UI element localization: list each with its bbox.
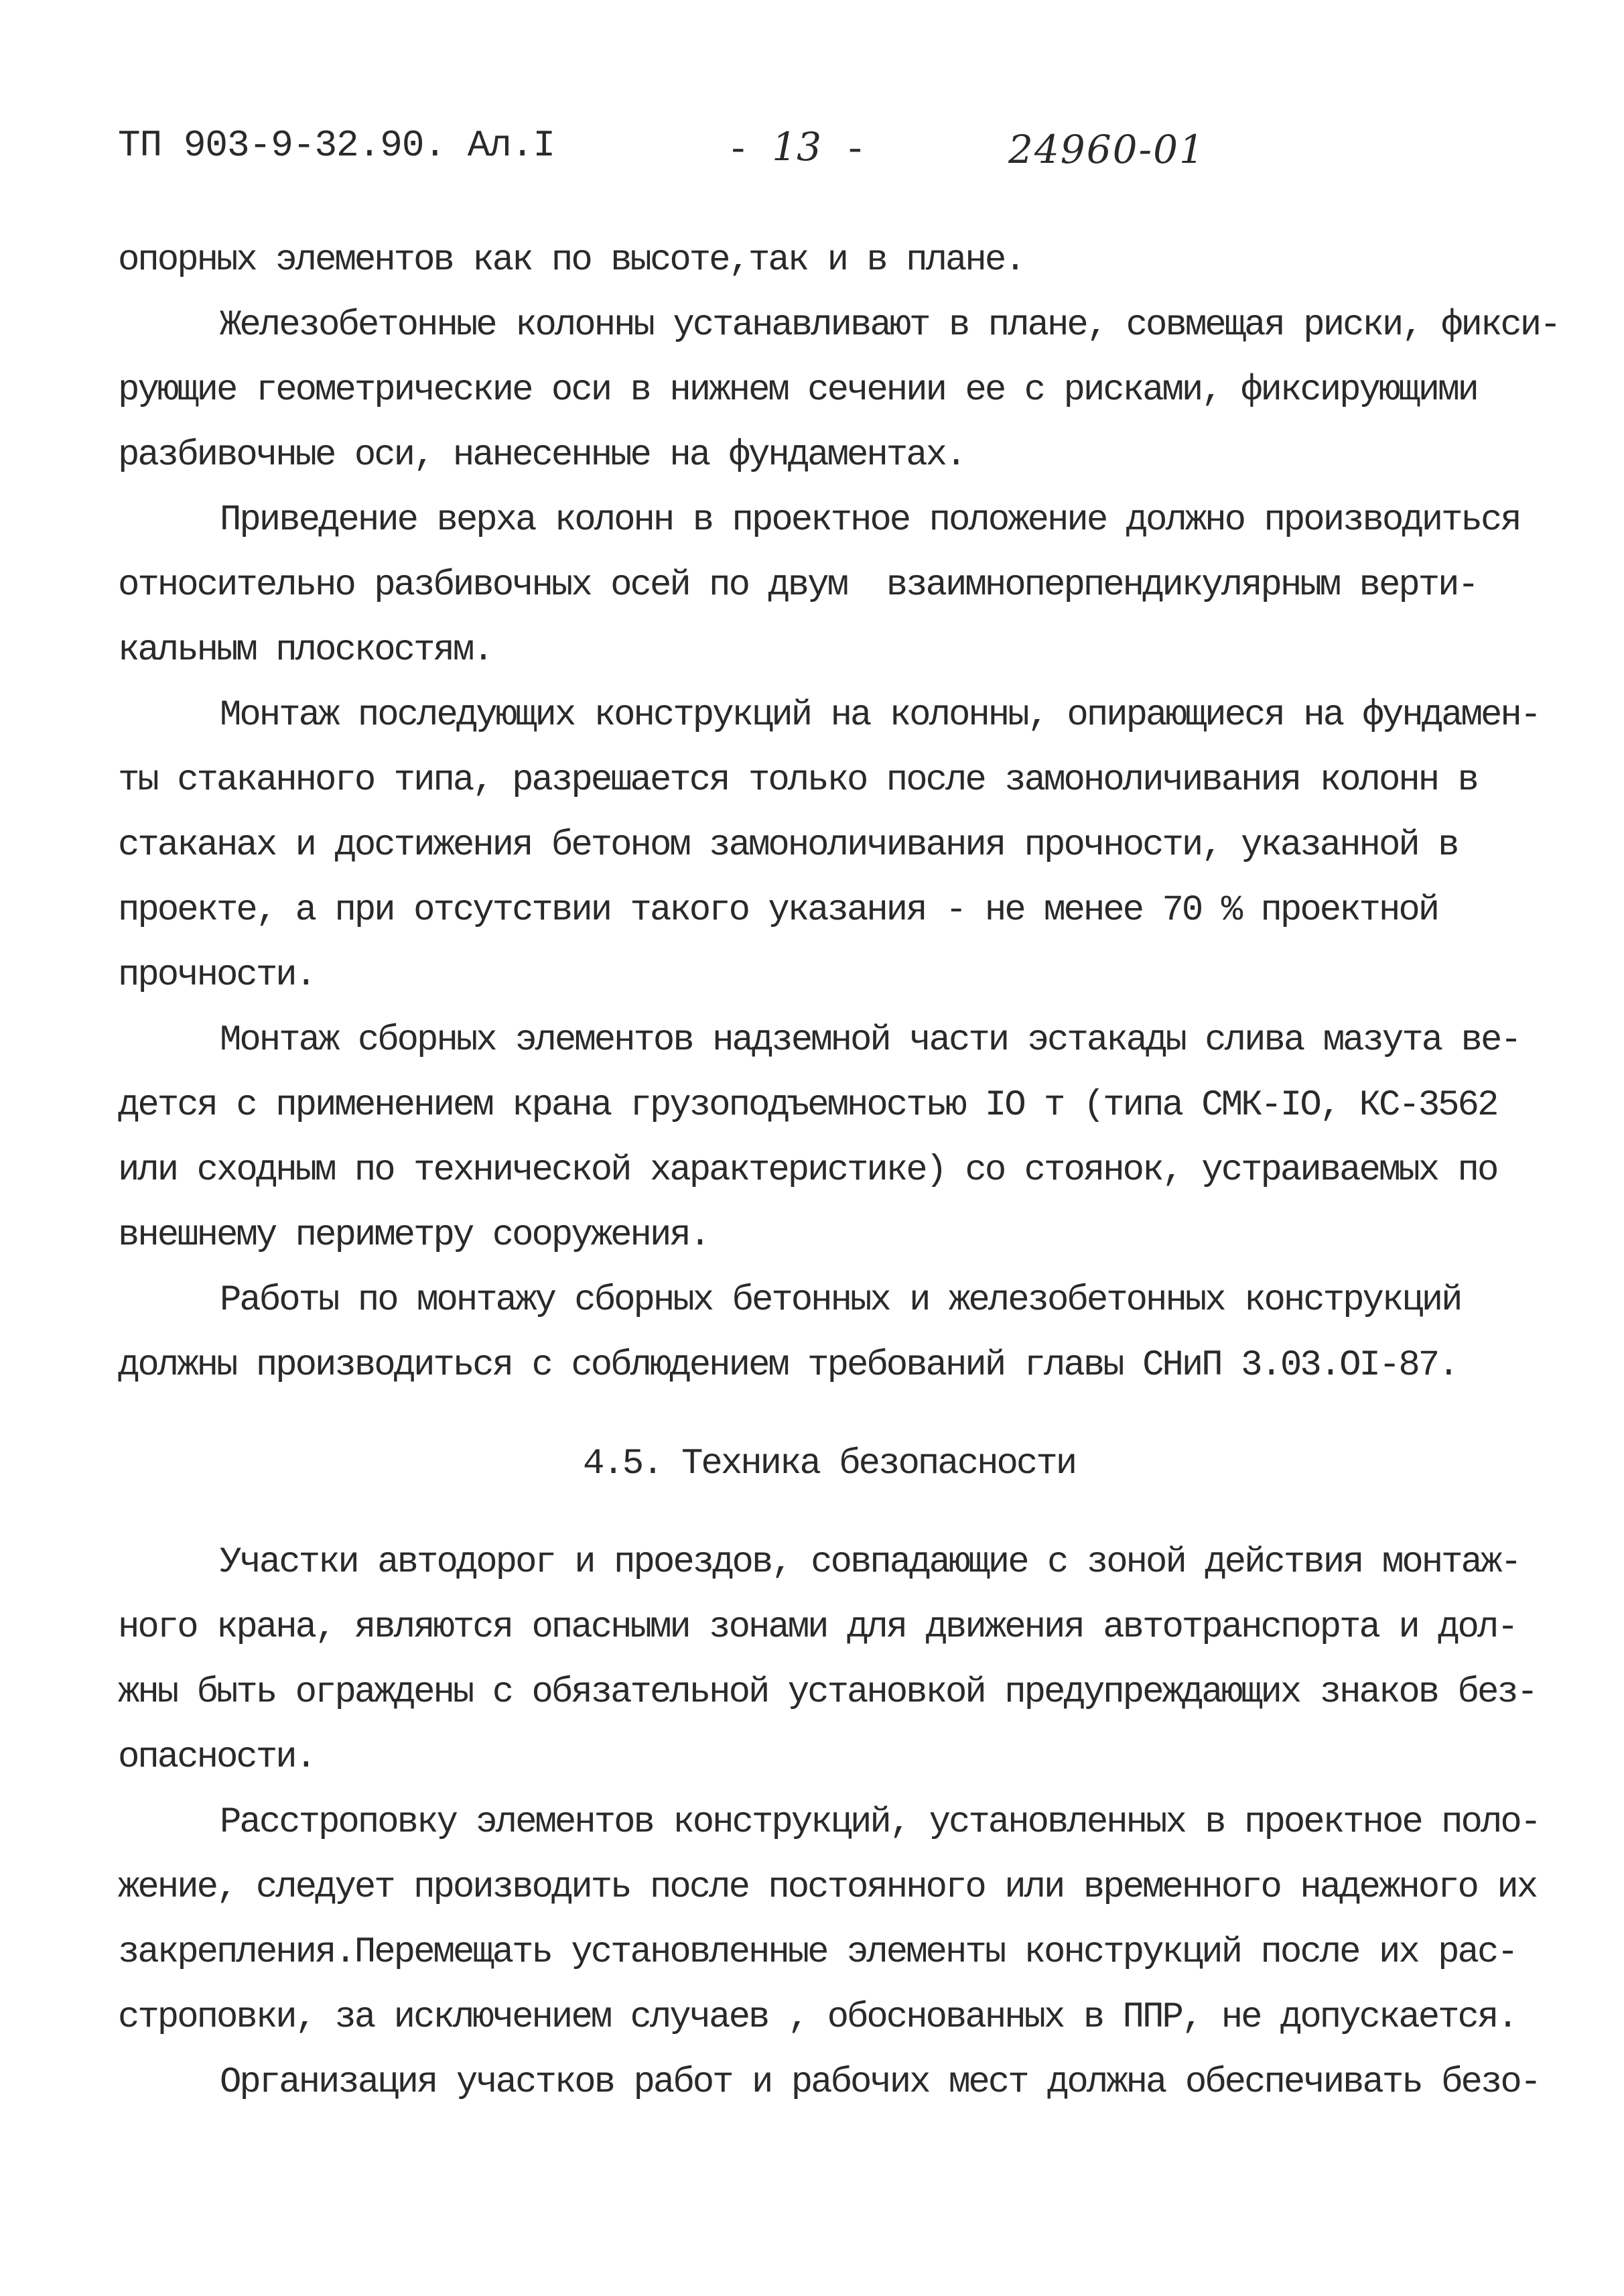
text-line: опасности.: [118, 1737, 316, 1778]
text-line: должны производиться с соблюдением требований главы СНиП 3.03.OI-87.: [118, 1345, 1458, 1386]
paragraph: [118, 683, 1592, 1008]
page-number-value: 13: [772, 124, 822, 170]
text-line: внешнему периметру сооружения.: [118, 1215, 709, 1256]
text-line: рующие геометрические оси в нижнем сечении ее с рисками, фиксирующими: [118, 370, 1477, 411]
page-number-prefix: -: [727, 129, 772, 172]
text-line: Приведение верха колонн в проектное положение должно производиться: [220, 500, 1520, 541]
text-line: проекте, а при отсутствии такого указания - не менее 70 % проектной: [118, 890, 1438, 931]
text-line: кальным плоскостям.: [118, 630, 492, 671]
text-line: Участки автодорог и проездов, совпадающие с зоной действия монтаж-: [220, 1542, 1520, 1583]
text-line: ты стаканного типа, разрешается только после замоноличивания колонн в: [118, 760, 1477, 801]
text-line: разбивочные оси, нанесенные на фундаментах.: [118, 435, 965, 476]
text-line: жение, следует производить после постоянного или временного надежного их: [118, 1867, 1537, 1908]
text-line: Монтаж последующих конструкций на колонны, опирающиеся на фундамен-: [220, 695, 1540, 736]
paragraph: [118, 1268, 1592, 1398]
paragraph: [118, 488, 1592, 683]
paragraph: [118, 2050, 1592, 2115]
document-body: [118, 228, 1592, 2115]
paragraph: [118, 293, 1592, 488]
text-line: Железобетонные колонны устанавливают в плане, совмещая риски, фикси-: [220, 305, 1560, 346]
text-line: стаканах и достижения бетоном замоноличивания прочности, указанной в: [118, 825, 1458, 866]
document-code: ТП 903-9-32.90. Ал.I: [118, 124, 555, 167]
page-number-suffix: -: [821, 129, 867, 172]
spacer: [118, 1496, 1592, 1530]
section-heading: 4.5. Техника безопасности: [583, 1444, 1076, 1484]
paragraph: [118, 1008, 1592, 1268]
paragraph: [118, 228, 1592, 293]
spacer: [118, 1398, 1592, 1431]
text-line: ного крана, являются опасными зонами для движения автотранспорта и дол-: [118, 1607, 1517, 1648]
text-line: Организация участков работ и рабочих мест должна обеспечивать безо-: [220, 2062, 1540, 2103]
text-line: строповки, за исключением случаев , обоснованных в ППР, не допускается.: [118, 1997, 1517, 2038]
text-line: или сходным по технической характеристике) со стоянок, устраиваемых по: [118, 1150, 1497, 1191]
text-line: дется с применением крана грузоподъемностью IO т (типа СМК-IO, КС-3562: [118, 1085, 1497, 1126]
text-line: Расстроповку элементов конструкций, установленных в проектное поло-: [220, 1802, 1540, 1843]
page-header: [0, 124, 1624, 184]
text-line: относительно разбивочных осей по двум взаимноперпендикулярным верти-: [118, 565, 1477, 606]
text-line: Монтаж сборных элементов надземной части эстакады слива мазута ве-: [220, 1020, 1520, 1061]
paragraph: [118, 1530, 1592, 1790]
text-line: прочности.: [118, 955, 316, 996]
text-line: жны быть ограждены с обязательной установкой предупреждающих знаков без-: [118, 1672, 1537, 1713]
text-line: Работы по монтажу сборных бетонных и железобетонных конструкций: [220, 1280, 1461, 1321]
text-line: опорных элементов как по высоте,так и в плане.: [118, 240, 1024, 281]
text-line: закрепления.Перемещать установленные элементы конструкций после их рас-: [118, 1932, 1517, 1973]
paragraph: [118, 1790, 1592, 2050]
page-number: [727, 124, 866, 172]
inventory-number: 24960-01: [1008, 127, 1205, 172]
